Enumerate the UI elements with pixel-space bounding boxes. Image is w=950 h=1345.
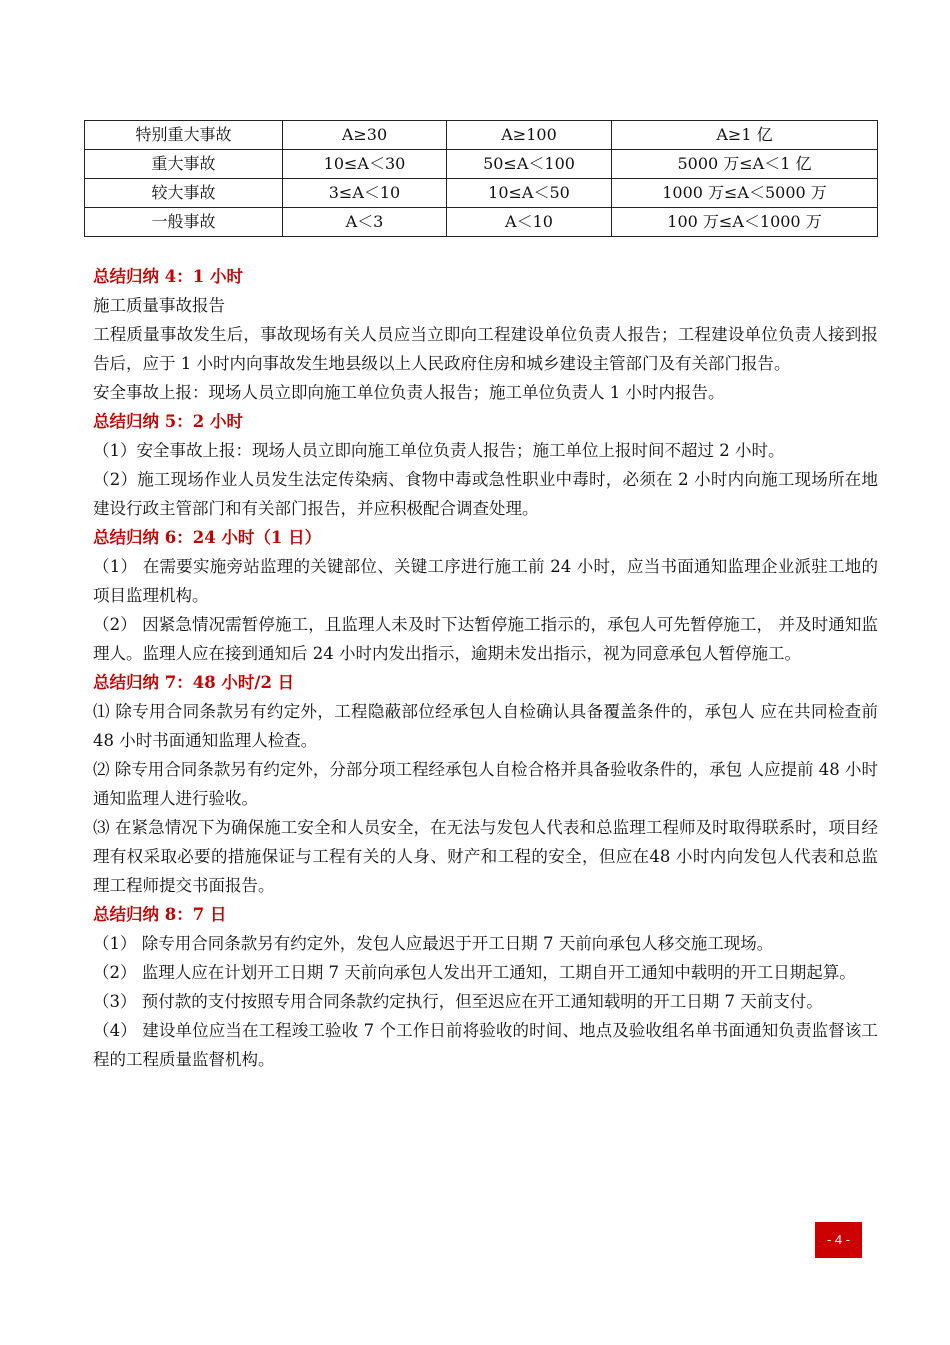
list-item: （2） 因紧急情况需暂停施工，且监理人未及时下达暂停施工指示的，承包人可先暂停施工， 并及时通知监理人。监理人应在接到通知后 24 小时内发出指示，逾期未发出指示，视为同意承包人暂停施工。 xyxy=(93,615,878,663)
paragraph: 安全事故上报：现场人员立即向施工单位负责人报告；施工单位负责人 1 小时内报告。 xyxy=(93,383,725,402)
list-item: （3） 预付款的支付按照专用合同条款约定执行，但至迟应在开工通知载明的开工日期 7 天前支付。 xyxy=(93,992,823,1011)
section-heading-5: 总结归纳 5：2 小时 xyxy=(93,412,243,431)
table-cell: 10≤A＜50 xyxy=(447,179,612,208)
table-cell: A≥30 xyxy=(283,121,447,150)
list-item: （2）施工现场作业人员发生法定传染病、食物中毒或急性职业中毒时，必须在 2 小时内向施工现场所在地建设行政主管部门和有关部门报告，并应积极配合调查处理。 xyxy=(93,470,878,518)
list-item: ⑵ 除专用合同条款另有约定外，分部分项工程经承包人自检合格并具备验收条件的，承包 人应提前 48 小时通知监理人进行验收。 xyxy=(93,760,878,808)
table-row xyxy=(85,208,878,237)
table-cell: A＜3 xyxy=(283,208,447,237)
summary-content xyxy=(93,262,878,1074)
accident-classification-table xyxy=(84,120,878,237)
table-cell: 重大事故 xyxy=(85,150,283,179)
table-cell: 3≤A＜10 xyxy=(283,179,447,208)
page-number-badge: - 4 - xyxy=(815,1222,862,1258)
table-row xyxy=(85,150,878,179)
table-cell: A≥1 亿 xyxy=(612,121,878,150)
section-heading-8: 总结归纳 8：7 日 xyxy=(93,905,227,924)
list-item: （1）安全事故上报：现场人员立即向施工单位负责人报告；施工单位上报时间不超过 2 小时。 xyxy=(93,441,785,460)
table-cell: 较大事故 xyxy=(85,179,283,208)
list-item: （1） 在需要实施旁站监理的关键部位、关键工序进行施工前 24 小时，应当书面通知监理企业派驻工地的项目监理机构。 xyxy=(93,557,878,605)
table-row xyxy=(85,179,878,208)
section-heading-4: 总结归纳 4：1 小时 xyxy=(93,267,243,286)
section-heading-7: 总结归纳 7：48 小时/2 日 xyxy=(93,673,295,692)
list-item: （1） 除专用合同条款另有约定外，发包人应最迟于开工日期 7 天前向承包人移交施工现场。 xyxy=(93,934,774,953)
section-heading-6: 总结归纳 6：24 小时（1 日） xyxy=(93,528,322,547)
table-cell: 100 万≤A＜1000 万 xyxy=(612,208,878,237)
table-cell: 特别重大事故 xyxy=(85,121,283,150)
list-item: ⑶ 在紧急情况下为确保施工安全和人员安全，在无法与发包人代表和总监理工程师及时取得联系时，项目经理有权采取必要的措施保证与工程有关的人身、财产和工程的安全，但应在48 小时内向发包人代表和总监理工程师提交书面报告。 xyxy=(93,818,878,895)
table-cell: 1000 万≤A＜5000 万 xyxy=(612,179,878,208)
list-item: （2） 监理人应在计划开工日期 7 天前向承包人发出开工通知，工期自开工通知中载明的开工日期起算。 xyxy=(93,963,856,982)
list-item: ⑴ 除专用合同条款另有约定外，工程隐蔽部位经承包人自检确认具备覆盖条件的，承包人 应在共同检查前 48 小时书面通知监理人检查。 xyxy=(93,702,878,750)
section-subtitle: 施工质量事故报告 xyxy=(93,296,225,315)
table-cell: 5000 万≤A＜1 亿 xyxy=(612,150,878,179)
list-item: （4） 建设单位应当在工程竣工验收 7 个工作日前将验收的时间、地点及验收组名单书面通知负责监督该工程的工程质量监督机构。 xyxy=(93,1021,878,1069)
table-cell: 一般事故 xyxy=(85,208,283,237)
table-row xyxy=(85,121,878,150)
table-cell: A≥100 xyxy=(447,121,612,150)
paragraph: 工程质量事故发生后，事故现场有关人员应当立即向工程建设单位负责人报告；工程建设单位负责人接到报告后，应于 1 小时内向事故发生地县级以上人民政府住房和城乡建设主管部门及有关部门报告。 xyxy=(93,325,878,373)
table-cell: 50≤A＜100 xyxy=(447,150,612,179)
table-cell: A＜10 xyxy=(447,208,612,237)
table-cell: 10≤A＜30 xyxy=(283,150,447,179)
